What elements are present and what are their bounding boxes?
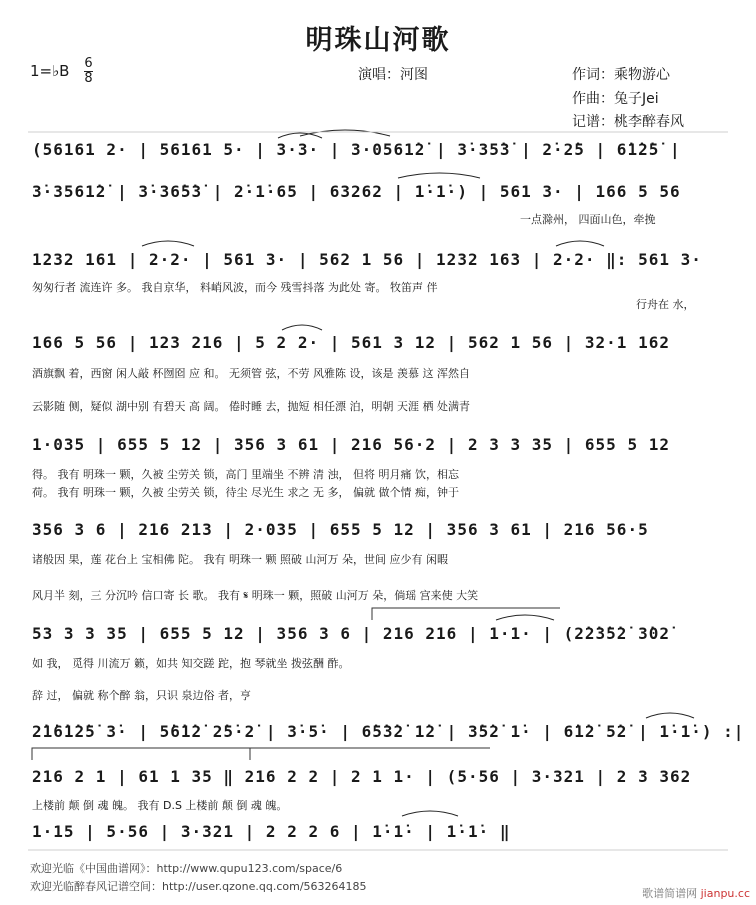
notation-line-6: 356 3 6 | 216 213 | 2·035 | 655 5 12 | 356 3 61 | 216 56·5 bbox=[32, 520, 649, 539]
volta-bracket-3 bbox=[250, 748, 490, 760]
lyric-line-3-2: 行舟在 水， bbox=[636, 298, 695, 311]
lyric-line-2-1: 一点滁州， 四面山色，牵挽 bbox=[520, 213, 656, 226]
lyricist-credit: 作词：乘物游心 bbox=[572, 67, 670, 83]
singer-credit: 演唱：河图 bbox=[358, 67, 428, 83]
composer-credit: 作曲：兔子Jei bbox=[572, 91, 659, 107]
time-signature-bottom: 8 bbox=[84, 71, 93, 86]
lyric-line-6-2: 风月半 刻，三 分沉吟 信口寄 长 歌。 我有 𝄋 明珠一 颗，照破 山河万 朵，倘瑶 宫来使 大笑 bbox=[32, 589, 479, 602]
slur-mark bbox=[556, 241, 604, 246]
footer-link-1[interactable]: 欢迎光临《中国曲谱网》：http://www.qupu123.com/space/6 bbox=[30, 862, 343, 875]
footer-link-2[interactable]: 欢迎光临醉春风记谱空间：http://user.qzone.qq.com/563264185 bbox=[30, 880, 367, 893]
lyric-line-7-2: 辞 过， 偏就 称个醉 翁，只识 泉边俗 者，亨 bbox=[32, 689, 251, 702]
watermark-right: jianpu.cc bbox=[700, 887, 750, 900]
volta-bracket-1 bbox=[372, 608, 560, 620]
notation-line-3: 1232 161 | 2·2· | 561 3· | 562 1 56 | 1232 163 | 2·2· ‖: 561 3· bbox=[32, 250, 702, 269]
slur-mark bbox=[496, 615, 554, 620]
volta-bracket-2 bbox=[32, 748, 250, 760]
time-signature-top: 6 bbox=[84, 56, 93, 71]
slur-mark bbox=[282, 325, 322, 330]
lyric-line-5-1: 得。 我有 明珠一 颗，久被 尘劳关 锁，高门 里端坐 不辨 清 浊， 但将 明月痛 饮，相忘 bbox=[32, 468, 459, 481]
notation-line-10: 1·15 | 5·56 | 3·321 | 2 2 2 6 | 1̇·1̇· | 1̇·1̇· ‖ bbox=[32, 822, 511, 841]
song-title: 明珠山河歌 bbox=[305, 25, 451, 56]
notation-line-2: 3̇·3561̇2̇ | 3̇·36̇5̇3̇ | 2̇·1̇·65 | 63262 | 1̇·1̇·) | 561 3· | 166 5 56 bbox=[32, 182, 681, 201]
slur-mark bbox=[402, 811, 458, 816]
key-signature: 1=♭B bbox=[30, 62, 70, 80]
slur-mark bbox=[646, 713, 694, 718]
lyric-line-9-1: 上楼前 颠 倒 魂 魄。 我有 D.S 上楼前 颠 倒 魂 魄。 bbox=[32, 799, 288, 812]
slur-mark bbox=[142, 241, 194, 246]
lyric-line-7-1: 如 我， 觅得 川流万 籁，如共 知交蹉 跎，抱 琴就坐 拨弦酬 酢。 bbox=[32, 657, 350, 670]
watermark-left: 歌谱简谱网 bbox=[642, 887, 698, 900]
notation-line-7: 53 3 3 35 | 655 5 12 | 356 3 6 | 216 216 | 1·1· | (2̇2̇3̇5̇2̇ 3̇02̇ bbox=[32, 624, 670, 643]
lyric-line-3-1: 匆匆行者 流连许 多。 我自京华， 料峭风波，而今 残雪抖落 为此处 寄。 牧笛声 伴 bbox=[32, 281, 438, 294]
lyric-line-4-1: 酒旗飘 着，西窗 闲人敲 杯囫囵 应 和。 无须管 弦，不劳 风雅陈 设，该是 羡慕 这 浑然自 bbox=[32, 367, 470, 380]
lyric-line-6-1: 诸般因 果，莲 花台上 宝相佛 陀。 我有 明珠一 颗 照破 山河万 朵，世间 应少有 闲暇 bbox=[32, 553, 448, 566]
watermark bbox=[642, 885, 750, 901]
notation-line-4: 166 5 56 | 123 216 | 5 2 2· | 561 3 12 | 562 1 56 | 32·1 162 bbox=[32, 333, 670, 352]
transcriber-credit: 记谱：桃李醉春风 bbox=[572, 114, 684, 130]
lyric-line-5-2: 荷。 我有 明珠一 颗，久被 尘劳关 锁，待尘 尽光生 求之 无 多， 偏就 做个情 痴，钟于 bbox=[32, 486, 459, 499]
notation-line-1: (56161 2· | 56161 5· | 3·3· | 3·0561̇2̇ | 3̇·35̇3̇ | 2̇·2̇5 | 6̇1̇2̇5̇ | bbox=[32, 140, 681, 159]
slur-mark bbox=[398, 173, 480, 178]
notation-line-8: 2̇1̇6̇1̇2̇5̇ 3̇· | 5̇6̇1̇2̇ 2̇5̇·2̇ | 3̇·5̇· | 6̇5̇3̇2̇ 1̇2̇ | 3̇5̇2̇ 1̇· | 6̇1̇2̇ 5̇2̇ | 1̇·1̇·) :| bbox=[32, 722, 745, 741]
lyric-line-4-2: 云影随 侧，疑似 湖中别 有碧天 高 阔。 倦时睡 去，抛短 相任漂 泊，明朝 天涯 栖 处满青 bbox=[32, 400, 470, 413]
notation-line-5: 1·035 | 655 5 12 | 356 3 61 | 216 56·2 | 2 3 3 35 | 655 5 12 bbox=[32, 435, 670, 454]
notation-line-9: 216 2 1 | 61 1 35 ‖ 216 2 2 | 2 1 1· | (5·56 | 3·321 | 2 3 362 bbox=[32, 767, 692, 786]
